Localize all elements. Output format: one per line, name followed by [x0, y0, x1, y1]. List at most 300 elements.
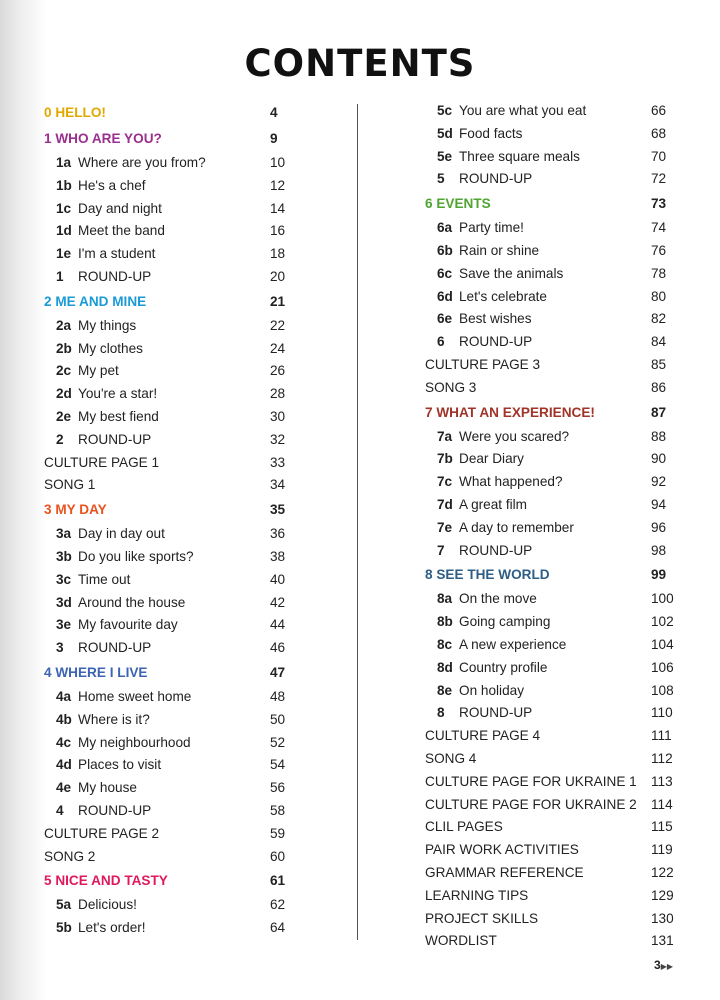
page-ref: 96 — [651, 519, 667, 535]
page-ref: 35 — [270, 502, 286, 518]
section-entry[interactable] — [425, 862, 675, 885]
entry-title — [56, 709, 150, 732]
page-ref: 99 — [651, 567, 667, 583]
section-entry[interactable] — [425, 839, 675, 862]
page-ref: 131 — [651, 933, 674, 949]
entry-title — [56, 732, 191, 755]
entry-title — [56, 592, 185, 615]
column-divider — [357, 104, 358, 940]
page-ref: 62 — [270, 897, 286, 913]
entry-title — [437, 331, 532, 354]
unit-heading[interactable] — [44, 868, 292, 894]
page-ref: 30 — [270, 408, 286, 424]
page-ref: 38 — [270, 548, 286, 564]
lesson-code: 2e — [56, 408, 72, 424]
section-entry[interactable] — [425, 885, 675, 908]
entry-title — [437, 540, 532, 563]
entry-title — [56, 243, 155, 266]
entry-title — [437, 448, 524, 471]
page-ref: 42 — [270, 594, 286, 610]
page-ref: 61 — [270, 873, 286, 889]
page-ref: 82 — [651, 311, 667, 327]
entry-title: 7 WHAT AN EXPERIENCE! — [425, 404, 595, 420]
lesson-entry[interactable] — [44, 732, 292, 755]
entry-title — [56, 152, 206, 175]
entry-title — [437, 680, 524, 703]
lesson-code: 3e — [56, 617, 72, 633]
lesson-code: 2 — [56, 431, 64, 447]
lesson-code: 1 — [56, 268, 64, 284]
lesson-entry[interactable] — [44, 523, 292, 546]
lesson-title: Save the animals — [459, 265, 564, 281]
page-ref: 60 — [270, 848, 286, 864]
page-ref: 113 — [651, 773, 673, 789]
lesson-code: 5e — [437, 148, 453, 164]
page-ref: 73 — [651, 196, 667, 212]
entry-title — [56, 569, 130, 592]
entry-title — [56, 338, 143, 361]
section-entry[interactable] — [44, 846, 292, 869]
lesson-entry[interactable] — [425, 308, 675, 331]
next-page-icon: ▶▶ — [660, 962, 673, 971]
entry-title — [56, 266, 151, 289]
lesson-code: 4d — [56, 757, 72, 773]
lesson-title: ROUND-UP — [78, 640, 152, 656]
entry-title — [56, 406, 159, 429]
lesson-code: 3 — [56, 640, 64, 656]
lesson-entry[interactable] — [44, 220, 292, 243]
section-entry[interactable] — [425, 377, 675, 400]
section-entry[interactable] — [44, 823, 292, 846]
lesson-code: 8c — [437, 636, 453, 652]
entry-title: 5 NICE AND TASTY — [44, 873, 168, 889]
lesson-code: 8e — [437, 682, 453, 698]
lesson-entry[interactable] — [425, 494, 675, 517]
lesson-code: 6 — [437, 334, 445, 350]
lesson-entry[interactable] — [44, 894, 292, 917]
lesson-entry[interactable] — [425, 240, 675, 263]
lesson-entry[interactable] — [44, 686, 292, 709]
lesson-title: Do you like sports? — [78, 548, 194, 564]
lesson-entry[interactable] — [44, 546, 292, 569]
lesson-title: You're a star! — [78, 386, 158, 402]
lesson-code: 2b — [56, 340, 72, 356]
lesson-entry[interactable] — [425, 702, 675, 725]
lesson-code: 7c — [437, 474, 453, 490]
page-ref: 70 — [651, 148, 667, 164]
lesson-code: 7 — [437, 542, 445, 558]
lesson-entry[interactable] — [425, 588, 675, 611]
lesson-entry[interactable] — [44, 152, 292, 175]
lesson-entry[interactable] — [425, 426, 675, 449]
entry-title — [437, 286, 547, 309]
page-ref: 72 — [651, 171, 667, 187]
lesson-title: Day in day out — [78, 526, 165, 542]
unit-heading[interactable] — [425, 400, 675, 426]
page-ref: 74 — [651, 220, 667, 236]
entry-title: 8 SEE THE WORLD — [425, 567, 550, 583]
page-ref: 14 — [270, 200, 286, 216]
lesson-entry[interactable] — [425, 100, 675, 123]
lesson-title: On the move — [459, 591, 537, 607]
lesson-title: My neighbourhood — [78, 734, 191, 750]
page-ref: 87 — [651, 404, 667, 420]
lesson-title: Places to visit — [78, 757, 162, 773]
page-ref: 33 — [270, 454, 286, 470]
lesson-code: 3a — [56, 526, 72, 542]
lesson-entry[interactable] — [425, 146, 675, 169]
lesson-title: My clothes — [78, 340, 143, 356]
lesson-title: Delicious! — [78, 897, 137, 913]
lesson-code: 8 — [437, 705, 445, 721]
entry-title — [56, 614, 178, 637]
lesson-code: 3c — [56, 571, 72, 587]
lesson-code: 7a — [437, 428, 453, 444]
entry-title: CULTURE PAGE 2 — [44, 825, 160, 841]
entry-title — [437, 123, 522, 146]
lesson-entry[interactable] — [425, 448, 675, 471]
entry-title — [437, 426, 569, 449]
page-ref: 10 — [270, 155, 286, 170]
page-ref: 58 — [270, 802, 286, 818]
lesson-code: 7d — [437, 496, 453, 512]
lesson-title: Where is it? — [78, 711, 150, 727]
lesson-title: Day and night — [78, 200, 162, 216]
lesson-code: 3b — [56, 548, 72, 564]
page-ref: 108 — [651, 682, 674, 698]
lesson-code: 5 — [437, 171, 445, 187]
lesson-code: 8d — [437, 659, 453, 675]
unit-heading[interactable] — [44, 497, 292, 523]
lesson-title: Country profile — [459, 659, 548, 675]
lesson-code: 1c — [56, 200, 72, 216]
page-ref: 22 — [270, 317, 286, 333]
entry-title — [56, 175, 146, 198]
lesson-entry[interactable] — [44, 637, 292, 660]
entry-title — [56, 429, 151, 452]
lesson-title: Were you scared? — [459, 428, 570, 444]
page-ref: 86 — [651, 379, 667, 395]
lesson-code: 4b — [56, 711, 72, 727]
lesson-code: 7b — [437, 451, 453, 467]
entry-title — [437, 588, 537, 611]
lesson-entry[interactable] — [425, 168, 675, 191]
lesson-title: A new experience — [459, 636, 567, 652]
lesson-title: Food facts — [459, 125, 523, 141]
lesson-title: My house — [78, 780, 137, 796]
lesson-title: Three square meals — [459, 148, 580, 164]
section-entry[interactable] — [425, 930, 675, 953]
section-entry[interactable] — [44, 474, 292, 497]
page-ref: 44 — [270, 617, 286, 633]
entry-title: CULTURE PAGE FOR UKRAINE 2 — [425, 796, 637, 812]
page-ref: 32 — [270, 431, 286, 447]
lesson-entry[interactable] — [44, 777, 292, 800]
lesson-title: ROUND-UP — [459, 334, 533, 350]
lesson-code: 4c — [56, 734, 72, 750]
page-ref: 21 — [270, 293, 286, 309]
lesson-title: You are what you eat — [459, 103, 587, 118]
lesson-title: My things — [78, 317, 137, 333]
lesson-entry[interactable] — [425, 123, 675, 146]
lesson-entry[interactable] — [44, 315, 292, 338]
page-ref: 59 — [270, 825, 286, 841]
page-ref: 94 — [651, 496, 667, 512]
entry-title: CULTURE PAGE 3 — [425, 356, 541, 372]
lesson-entry[interactable] — [44, 383, 292, 406]
lesson-code: 4 — [56, 802, 64, 818]
lesson-code: 4e — [56, 780, 72, 796]
lesson-entry[interactable] — [425, 657, 675, 680]
section-entry[interactable] — [425, 794, 675, 817]
page-ref: 46 — [270, 640, 286, 656]
page-ref: 129 — [651, 887, 674, 903]
entry-title — [56, 360, 119, 383]
entry-title — [437, 702, 532, 725]
lesson-title: My favourite day — [78, 617, 178, 633]
entry-title — [437, 308, 532, 331]
lesson-entry[interactable] — [44, 266, 292, 289]
lesson-entry[interactable] — [44, 614, 292, 637]
entry-title — [56, 315, 136, 338]
lesson-entry[interactable] — [425, 217, 675, 240]
entry-title — [56, 686, 191, 709]
page-ref: 56 — [270, 780, 286, 796]
section-entry[interactable] — [425, 354, 675, 377]
lesson-title: A day to remember — [459, 519, 574, 535]
lesson-title: Party time! — [459, 220, 524, 236]
page-ref: 92 — [651, 474, 667, 490]
entry-title — [437, 168, 532, 191]
lesson-code: 6c — [437, 265, 453, 281]
lesson-entry[interactable] — [44, 243, 292, 266]
page-ref: 26 — [270, 363, 286, 379]
page-ref: 50 — [270, 711, 286, 727]
entry-title — [437, 657, 547, 680]
lesson-entry[interactable] — [44, 709, 292, 732]
page-ref: 110 — [651, 705, 673, 721]
page-ref: 20 — [270, 268, 286, 284]
lesson-entry[interactable] — [44, 338, 292, 361]
entry-title — [56, 637, 151, 660]
entry-title — [437, 263, 563, 286]
lesson-code: 6e — [437, 311, 453, 327]
entry-title — [437, 217, 524, 240]
lesson-title: My pet — [78, 363, 119, 379]
entry-title — [437, 146, 580, 169]
unit-heading[interactable] — [425, 191, 675, 217]
page-ref: 78 — [651, 265, 667, 281]
lesson-entry[interactable] — [425, 634, 675, 657]
entry-title — [56, 546, 194, 569]
entry-title — [56, 523, 165, 546]
entry-title — [56, 383, 157, 406]
lesson-code: 2a — [56, 317, 72, 333]
lesson-entry[interactable] — [44, 754, 292, 777]
page-ref: 68 — [651, 125, 667, 141]
entry-title — [56, 198, 162, 221]
lesson-title: My best fiend — [78, 408, 159, 424]
entry-title: CLIL PAGES — [425, 819, 503, 835]
lesson-entry[interactable] — [44, 360, 292, 383]
entry-title — [56, 894, 137, 917]
lesson-code: 1d — [56, 223, 72, 239]
lesson-code: 3d — [56, 594, 72, 610]
unit-heading[interactable] — [425, 562, 675, 588]
lesson-entry[interactable] — [44, 429, 292, 452]
lesson-code: 5a — [56, 897, 72, 913]
entry-title: CULTURE PAGE 1 — [44, 454, 160, 470]
lesson-code: 6a — [437, 220, 453, 236]
lesson-code: 2d — [56, 386, 72, 402]
page-ref: 88 — [651, 428, 667, 444]
unit-heading[interactable] — [44, 100, 292, 126]
page-ref: 102 — [651, 614, 674, 630]
lesson-code: 5d — [437, 125, 453, 141]
page-ref: 76 — [651, 242, 667, 258]
entry-title: SONG 3 — [425, 379, 477, 395]
lesson-entry[interactable] — [425, 517, 675, 540]
lesson-entry[interactable] — [425, 263, 675, 286]
lesson-code: 8b — [437, 614, 453, 630]
section-entry[interactable] — [425, 771, 675, 794]
page-ref: 104 — [651, 636, 674, 652]
page-ref: 112 — [651, 750, 673, 766]
page-ref: 4 — [270, 105, 278, 120]
page-ref: 9 — [270, 131, 278, 146]
section-entry[interactable] — [425, 816, 675, 839]
page-ref: 98 — [651, 542, 667, 558]
page-ref: 24 — [270, 340, 286, 356]
section-entry[interactable] — [425, 748, 675, 771]
section-entry[interactable] — [44, 452, 292, 475]
entry-title — [56, 917, 146, 940]
lesson-code: 5c — [437, 103, 453, 118]
entry-title: SONG 2 — [44, 848, 96, 864]
entry-title: 4 WHERE I LIVE — [44, 664, 148, 680]
lesson-code: 2c — [56, 363, 72, 379]
entry-title: 3 MY DAY — [44, 502, 107, 518]
entry-title: 0 HELLO! — [44, 105, 106, 120]
page-ref: 34 — [270, 477, 286, 493]
page-ref: 84 — [651, 334, 667, 350]
page-ref: 114 — [651, 796, 673, 812]
entry-title: CULTURE PAGE 4 — [425, 728, 541, 744]
page-ref: 64 — [270, 920, 286, 936]
lesson-title: He's a chef — [78, 177, 146, 193]
page-ref: 66 — [651, 103, 667, 118]
page-ref: 52 — [270, 734, 286, 750]
entry-title — [437, 517, 574, 540]
entry-title — [437, 240, 539, 263]
page-ref: 54 — [270, 757, 286, 773]
page-ref: 16 — [270, 223, 286, 239]
lesson-code: 7e — [437, 519, 453, 535]
book-spine-shadow — [0, 0, 46, 1000]
page-ref: 100 — [651, 591, 674, 607]
page-number: 3 — [654, 958, 661, 972]
unit-heading[interactable] — [44, 660, 292, 686]
lesson-code: 5b — [56, 920, 72, 936]
lesson-entry[interactable] — [44, 800, 292, 823]
lesson-entry[interactable] — [44, 198, 292, 221]
page-ref: 85 — [651, 356, 667, 372]
page-title: CONTENTS — [244, 42, 476, 85]
page-ref: 90 — [651, 451, 667, 467]
entry-title — [56, 754, 161, 777]
lesson-entry[interactable] — [44, 406, 292, 429]
lesson-title: ROUND-UP — [459, 542, 533, 558]
lesson-entry[interactable] — [44, 175, 292, 198]
lesson-title: A great film — [459, 496, 527, 512]
lesson-code: 1e — [56, 246, 72, 262]
lesson-title: ROUND-UP — [459, 705, 533, 721]
page-ref: 106 — [651, 659, 674, 675]
page-ref: 115 — [651, 819, 673, 835]
page-ref: 18 — [270, 246, 286, 262]
entry-title — [56, 800, 151, 823]
unit-heading[interactable] — [44, 126, 292, 152]
entry-title: CULTURE PAGE FOR UKRAINE 1 — [425, 773, 637, 789]
lesson-title: Time out — [78, 571, 131, 587]
page-ref: 40 — [270, 571, 286, 587]
entry-title — [56, 220, 165, 243]
lesson-entry[interactable] — [425, 471, 675, 494]
page-footer — [654, 958, 673, 972]
lesson-entry[interactable] — [425, 286, 675, 309]
lesson-code: 8a — [437, 591, 453, 607]
lesson-code: 6b — [437, 242, 453, 258]
page-ref: 122 — [651, 864, 674, 880]
lesson-entry[interactable] — [44, 917, 292, 940]
lesson-entry[interactable] — [425, 540, 675, 563]
lesson-entry[interactable] — [425, 680, 675, 703]
entry-title — [437, 634, 566, 657]
entry-title: PAIR WORK ACTIVITIES — [425, 842, 579, 858]
contents-column-right — [425, 100, 675, 953]
lesson-entry[interactable] — [425, 331, 675, 354]
lesson-title: What happened? — [459, 474, 563, 490]
lesson-title: Meet the band — [78, 223, 165, 239]
entry-title — [437, 471, 563, 494]
entry-title: LEARNING TIPS — [425, 887, 529, 903]
lesson-title: ROUND-UP — [459, 171, 533, 187]
lesson-title: ROUND-UP — [78, 268, 152, 284]
entry-title: 6 EVENTS — [425, 196, 491, 212]
page-ref: 80 — [651, 288, 667, 304]
unit-heading[interactable] — [44, 289, 292, 315]
lesson-code: 1b — [56, 177, 72, 193]
lesson-entry[interactable] — [44, 569, 292, 592]
entry-title: SONG 4 — [425, 750, 477, 766]
entry-title: SONG 1 — [44, 477, 96, 493]
lesson-code: 6d — [437, 288, 453, 304]
lesson-title: Rain or shine — [459, 242, 540, 258]
lesson-entry[interactable] — [425, 611, 675, 634]
lesson-title: Best wishes — [459, 311, 532, 327]
lesson-title: Going camping — [459, 614, 551, 630]
entry-title — [437, 611, 550, 634]
lesson-title: I'm a student — [78, 246, 156, 262]
section-entry[interactable] — [425, 908, 675, 931]
entry-title: 2 ME AND MINE — [44, 293, 147, 309]
lesson-entry[interactable] — [44, 592, 292, 615]
section-entry[interactable] — [425, 725, 675, 748]
lesson-code: 4a — [56, 688, 72, 704]
contents-column-left — [44, 100, 292, 940]
entry-title — [437, 494, 527, 517]
lesson-title: ROUND-UP — [78, 431, 152, 447]
